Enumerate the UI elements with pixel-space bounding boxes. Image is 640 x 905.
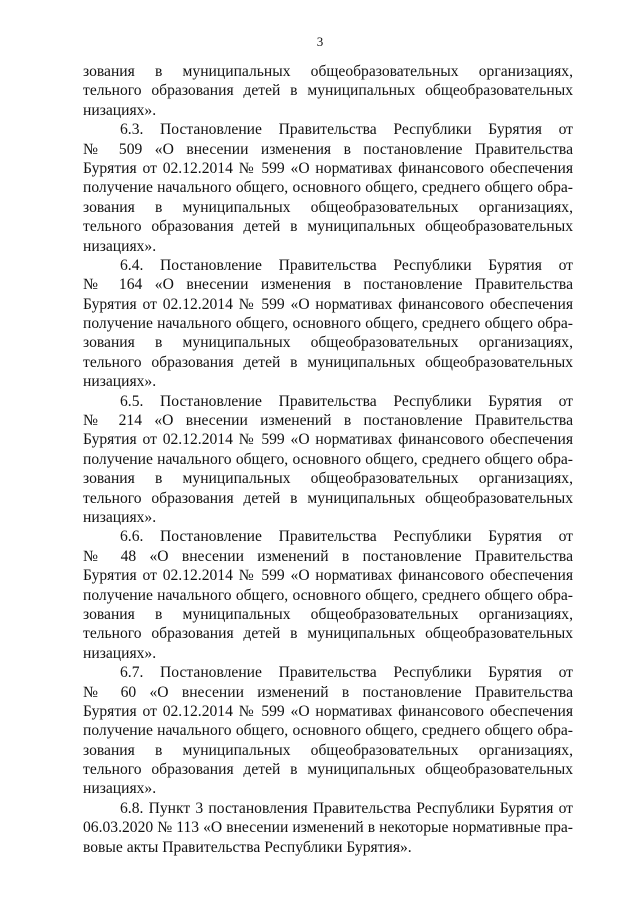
text-line: вовые акты Правительства Республики Бурятия». (83, 838, 412, 856)
text-line: № 214 «О внесении изменений в постановление Правительства (83, 412, 573, 430)
text-line: тельного образования детей в муниципальных общеобразовательных (83, 625, 573, 643)
text-line: получение начального общего, основного общего, среднего общего обра- (83, 179, 573, 197)
text-line: Бурятия от 02.12.2014 № 599 «О нормативах финансового обеспечения (83, 295, 573, 313)
text-line: 6.5. Постановление Правительства Республики Бурятия от (120, 392, 573, 410)
text-line: зования в муниципальных общеобразовательных организациях, (83, 63, 573, 80)
text-line: получение начального общего, основного общего, среднего общего обра- (83, 315, 573, 333)
text-line: тельного образования детей в муниципальных общеобразовательных (83, 353, 573, 371)
text-line: низациях». (83, 780, 157, 798)
text-line: тельного образования детей в муниципальных общеобразовательных (83, 82, 573, 100)
continued-paragraph (83, 62, 573, 120)
page-number: 3 (316, 34, 324, 49)
text-line: низациях». (83, 237, 157, 255)
text-line: низациях». (83, 373, 157, 391)
text-line: № 164 «О внесении изменения в постановление Правительства (83, 276, 573, 294)
text-line: зования в муниципальных общеобразовательных организациях, (83, 470, 573, 488)
text-line: 6.4. Постановление Правительства Республики Бурятия от (120, 256, 573, 274)
text-line: № 509 «О внесении изменения в постановление Правительства (83, 140, 573, 158)
text-line: тельного образования детей в муниципальных общеобразовательных (83, 761, 573, 779)
text-line: зования в муниципальных общеобразовательных организациях, (83, 334, 573, 352)
text-line: Бурятия от 02.12.2014 № 599 «О нормативах финансового обеспечения (83, 431, 573, 449)
text-line: тельного образования детей в муниципальных общеобразовательных (83, 218, 573, 236)
text-line: тельного образования детей в муниципальных общеобразовательных (83, 489, 573, 507)
text-line: низациях». (83, 101, 157, 119)
document-body (83, 62, 573, 857)
text-line: № 60 «О внесении изменений в постановление Правительства (83, 683, 573, 701)
text-line: 06.03.2020 № 113 «О внесении изменений в некоторые нормативные пра- (83, 819, 573, 837)
paragraph-6-4 (83, 256, 573, 392)
text-line: № 48 «О внесении изменений в постановление Правительства (83, 547, 573, 565)
paragraph-6-6 (83, 527, 573, 663)
text-line: Бурятия от 02.12.2014 № 599 «О нормативах финансового обеспечения (83, 159, 573, 177)
text-line: низациях». (83, 508, 157, 526)
text-line: 6.6. Постановление Правительства Республики Бурятия от (120, 528, 573, 546)
text-line: получение начального общего, основного общего, среднего общего обра- (83, 586, 573, 604)
text-line: Бурятия от 02.12.2014 № 599 «О нормативах финансового обеспечения (83, 702, 573, 720)
text-line: 6.3. Постановление Правительства Республики Бурятия от (120, 121, 573, 139)
paragraph-6-5 (83, 392, 573, 528)
text-line: низациях». (83, 644, 157, 662)
paragraph-6-8 (83, 799, 573, 857)
paragraph-6-3 (83, 120, 573, 256)
text-line: зования в муниципальных общеобразовательных организациях, (83, 741, 573, 759)
text-line: получение начального общего, основного общего, среднего общего обра- (83, 722, 573, 740)
text-line: Бурятия от 02.12.2014 № 599 «О нормативах финансового обеспечения (83, 567, 573, 585)
text-line: 6.8. Пункт 3 постановления Правительства Республики Бурятия от (120, 799, 573, 817)
text-line: зования в муниципальных общеобразовательных организациях, (83, 605, 573, 623)
text-line: зования в муниципальных общеобразовательных организациях, (83, 198, 573, 216)
text-line: получение начального общего, основного общего, среднего общего обра- (83, 450, 573, 468)
paragraph-6-7 (83, 663, 573, 799)
text-line: 6.7. Постановление Правительства Республики Бурятия от (120, 664, 573, 682)
